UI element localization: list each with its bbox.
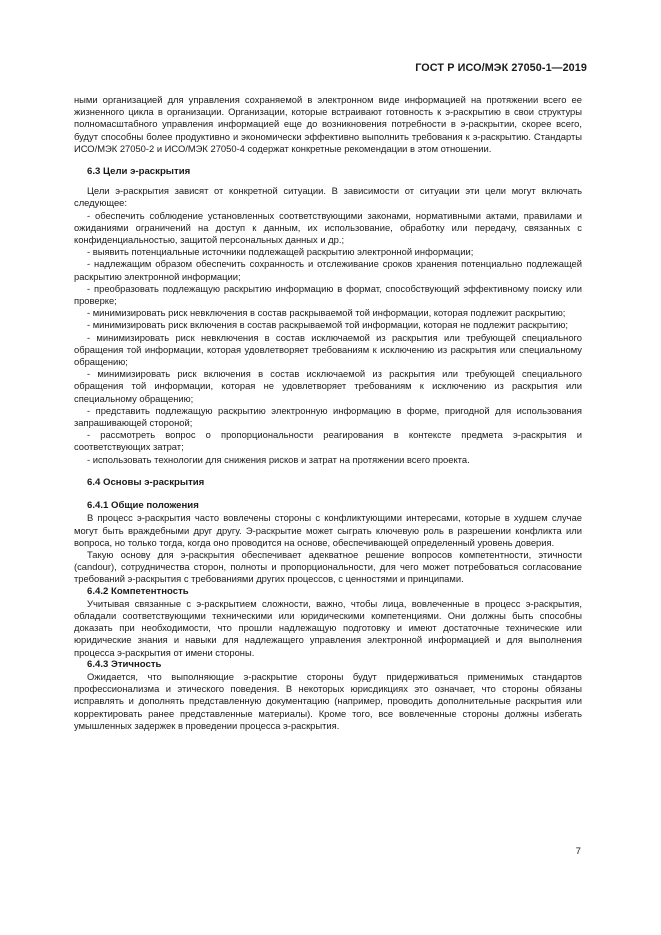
subsection-heading-6-4-2: 6.4.2 Компетентность bbox=[87, 585, 189, 597]
page-number: 7 bbox=[575, 846, 581, 857]
goal-list-item: - преобразовать подлежащую раскрытию информацию в формат, способствующий эффективному поиску или проверке; bbox=[74, 282, 582, 307]
goal-list-item: - надлежащим образом обеспечить сохранность и отслеживание сроков хранения потенциально подлежащей раскрытию электронной информации; bbox=[74, 258, 582, 282]
subsection-heading-6-4-1: 6.4.1 Общие положения bbox=[87, 500, 199, 512]
section-heading-6-4: 6.4 Основы э-раскрытия bbox=[87, 476, 205, 488]
intro-paragraph: ными организацией для управления сохраняемой в электронном виде информацией на протяжении всего ее жизненного цикла в организации. Организации, которые встраивают готовность к э-раскрытию в свои структуры полномасштабного управления информацией еще до возникновения потребности в э-раскрытии, скорее всего, будут способны более продуктивно и экономически эффективно выполнить требования к э-раскрытию. Стандарты ИСО/МЭК 27050-2 и ИСО/МЭК 27050-4 содержат конкретные рекомендации в этом отношении. bbox=[74, 94, 582, 154]
goal-list-item: - минимизировать риск включения в состав раскрываемой той информации, которая не подлежит раскрытию; bbox=[87, 319, 569, 331]
subsection-heading-6-4-3: 6.4.3 Этичность bbox=[87, 658, 162, 670]
goal-list-item: - рассмотреть вопрос о пропорциональности реагирования в контексте предмета э-раскрытия и соответствующих затрат; bbox=[74, 429, 582, 453]
section-heading-6-3: 6.3 Цели э-раскрытия bbox=[87, 166, 191, 178]
document-body bbox=[74, 94, 582, 732]
goal-list-item: - выявить потенциальные источники подлежащей раскрытию электронной информации; bbox=[87, 246, 474, 258]
paragraph: В процесс э-раскрытия часто вовлечены стороны с конфликтующими интересами, которые в худшем случае могут быть враждебными друг другу. Э-раскрытие может сыграть ключевую роль в разрешении конфликта или вопроса, но только тогда, когда оно проводится на основе, обеспечивающей определенный уровень доверия. bbox=[74, 512, 582, 548]
goal-list-item: - обеспечить соблюдение установленных соответствующими законами, нормативными актами, правилами и ожиданиями ограничений на доступ к данным, их использование, обработку или передачу, связанных с конфиденциальностью, защитой персональных данных и др.; bbox=[74, 209, 582, 246]
paragraph: Ожидается, что выполняющие э-раскрытие стороны будут придерживаться применимых стандартов профессионализма и этического поведения. В некоторых юрисдикциях это означает, что стороны обязаны исправлять и дополнять представленную документацию (например, проводить дополнительные раскрытия или корректировать ранее представленные материалы). Кроме того, все вовлеченные стороны должны избегать умышленных задержек в проведении процесса э-раскрытия. bbox=[74, 670, 582, 731]
paragraph: Такую основу для э-раскрытия обеспечивает адекватное решение вопросов компетентности, этичности (candour), сотрудничества сторон, полноты и пропорциональности, для чего может потребоваться согласование требований э-раскрытия с требованиями других процессов, с ценностями и принципами. bbox=[74, 548, 582, 585]
goal-list-item: - минимизировать риск включения в состав исключаемой из раскрытия или требующей специального обращения той информации, которая не удовлетворяет требованиям к исключению из раскрытия или специальному обращению; bbox=[74, 368, 582, 404]
document-header: ГОСТ Р ИСО/МЭК 27050-1—2019 bbox=[415, 62, 587, 74]
section-6-3-lead: Цели э-раскрытия зависят от конкретной ситуации. В зависимости от ситуации эти цели могут включать следующее: bbox=[74, 185, 582, 209]
goal-list-item: - использовать технологии для снижения рисков и затрат на протяжении всего проекта. bbox=[87, 453, 470, 465]
goal-list-item: - минимизировать риск невключения в состав раскрываемой той информации, которая подлежит раскрытию; bbox=[87, 307, 566, 319]
goal-list-item: - минимизировать риск невключения в состав исключаемой из раскрытия или требующей специального обращения той информации, которая удовлетворяет требованиям к исключению из раскрытия или специальному обращению; bbox=[74, 331, 582, 368]
goal-list-item: - представить подлежащую раскрытию электронную информацию в форме, пригодной для использования запрашивающей стороной; bbox=[74, 404, 582, 429]
paragraph: Учитывая связанные с э-раскрытием сложности, важно, чтобы лица, вовлеченные в процесс э-раскрытия, обладали соответствующими техническими или юридическими компетенциями. Они должны быть способны доказать при необходимости, что прошли надлежащую подготовку и имеют достаточные технические или юридические знания и навыки для надлежащего управления электронной информацией и для выполнения процесса э-раскрытия от имени стороны. bbox=[74, 597, 582, 658]
